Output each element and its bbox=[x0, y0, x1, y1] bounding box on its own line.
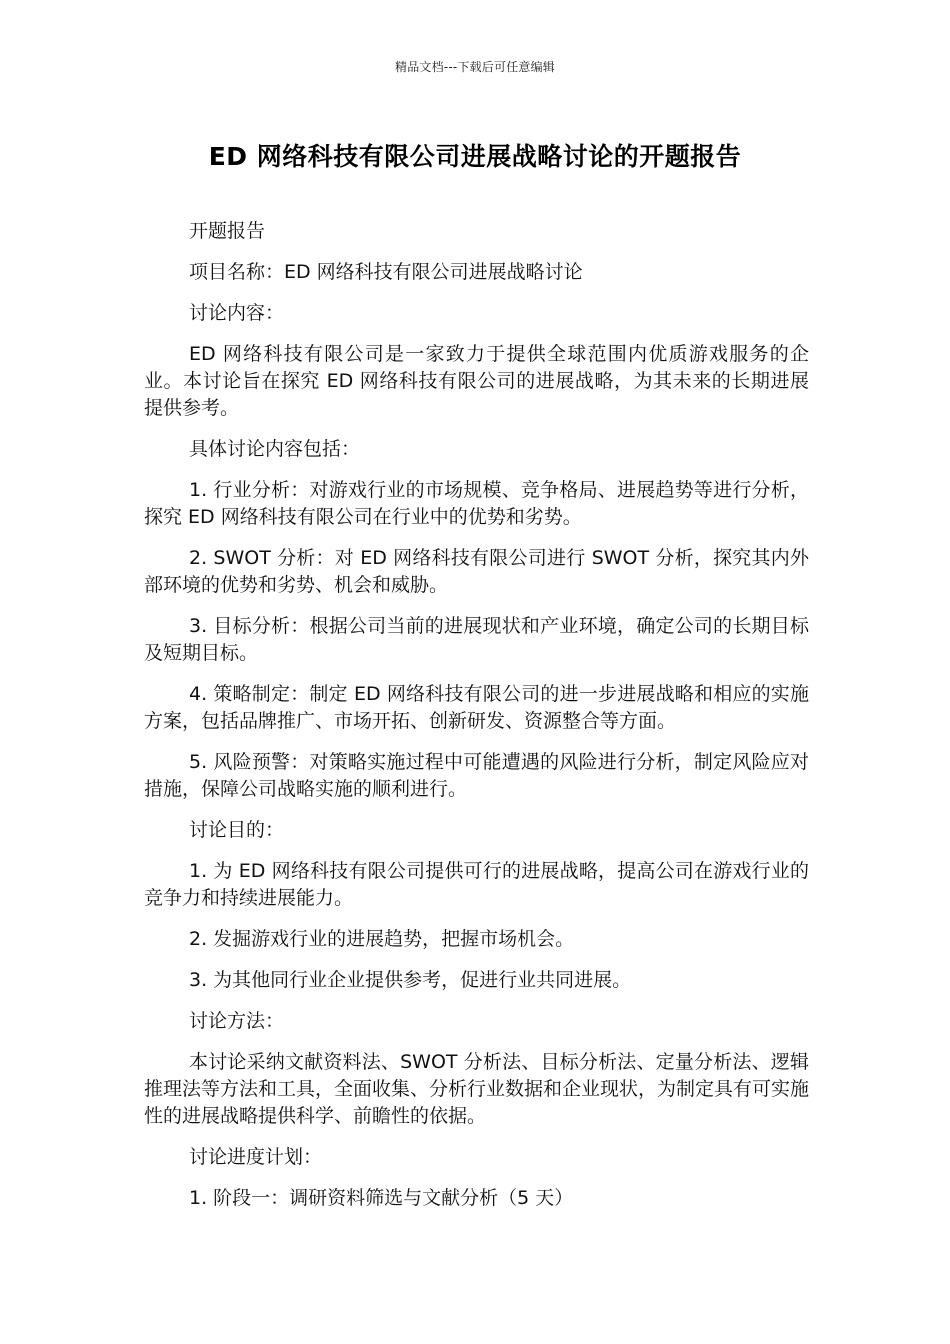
paragraph-item-swot: 2. SWOT 分析：对 ED 网络科技有限公司进行 SWOT 分析，探究其内外部环境的优势和劣势、机会和威胁。 bbox=[144, 547, 809, 596]
header-note: 精品文档---下载后可任意编辑 bbox=[395, 60, 555, 74]
paragraph-schedule-1: 1. 阶段一：调研资料筛选与文献分析（5 天） bbox=[189, 1187, 574, 1209]
paragraph-item-risk: 5. 风险预警：对策略实施过程中可能遭遇的风险进行分析，制定风险应对措施，保障公司战略实施的顺利进行。 bbox=[144, 751, 809, 800]
paragraph-heading-details: 具体讨论内容包括： bbox=[189, 438, 361, 460]
paragraph-heading-purpose: 讨论目的： bbox=[189, 819, 285, 841]
paragraph-item-industry: 1. 行业分析：对游戏行业的市场规模、竞争格局、进展趋势等进行分析，探究 ED 网络科技有限公司在行业中的优势和劣势。 bbox=[144, 479, 809, 528]
paragraph-purpose-2: 2. 发掘游戏行业的进展趋势，把握市场机会。 bbox=[189, 928, 575, 950]
paragraph-method: 本讨论采纳文献资料法、SWOT 分析法、目标分析法、定量分析法、逻辑推理法等方法和工具，全面收集、分析行业数据和企业现状，为制定具有可实施性的进展战略提供科学、前瞻性的依据。 bbox=[144, 1051, 810, 1127]
paragraph-heading-schedule: 讨论进度计划： bbox=[189, 1146, 323, 1168]
paragraph-heading-content: 讨论内容： bbox=[189, 302, 285, 324]
paragraph-heading-method: 讨论方法： bbox=[189, 1010, 285, 1032]
document-body bbox=[144, 218, 809, 1226]
paragraph-heading-report: 开题报告 bbox=[189, 220, 266, 242]
paragraph-purpose-3: 3. 为其他同行业企业提供参考，促进行业共同进展。 bbox=[189, 969, 632, 991]
paragraph-intro: ED 网络科技有限公司是一家致力于提供全球范围内优质游戏服务的企业。本讨论旨在探究 ED 网络科技有限公司的进展战略，为其未来的长期进展提供参考。 bbox=[144, 343, 809, 419]
paragraph-item-goals: 3. 目标分析：根据公司当前的进展现状和产业环境，确定公司的长期目标及短期目标。 bbox=[144, 615, 809, 664]
paragraph-item-strategy: 4. 策略制定：制定 ED 网络科技有限公司的进一步进展战略和相应的实施方案，包括品牌推广、市场开拓、创新研发、资源整合等方面。 bbox=[144, 683, 809, 732]
paragraph-project-name: 项目名称：ED 网络科技有限公司进展战略讨论 bbox=[189, 261, 583, 283]
paragraph-purpose-1: 1. 为 ED 网络科技有限公司提供可行的进展战略，提高公司在游戏行业的竞争力和持续进展能力。 bbox=[144, 860, 809, 909]
document-title: ED 网络科技有限公司进展战略讨论的开题报告 bbox=[208, 142, 742, 171]
